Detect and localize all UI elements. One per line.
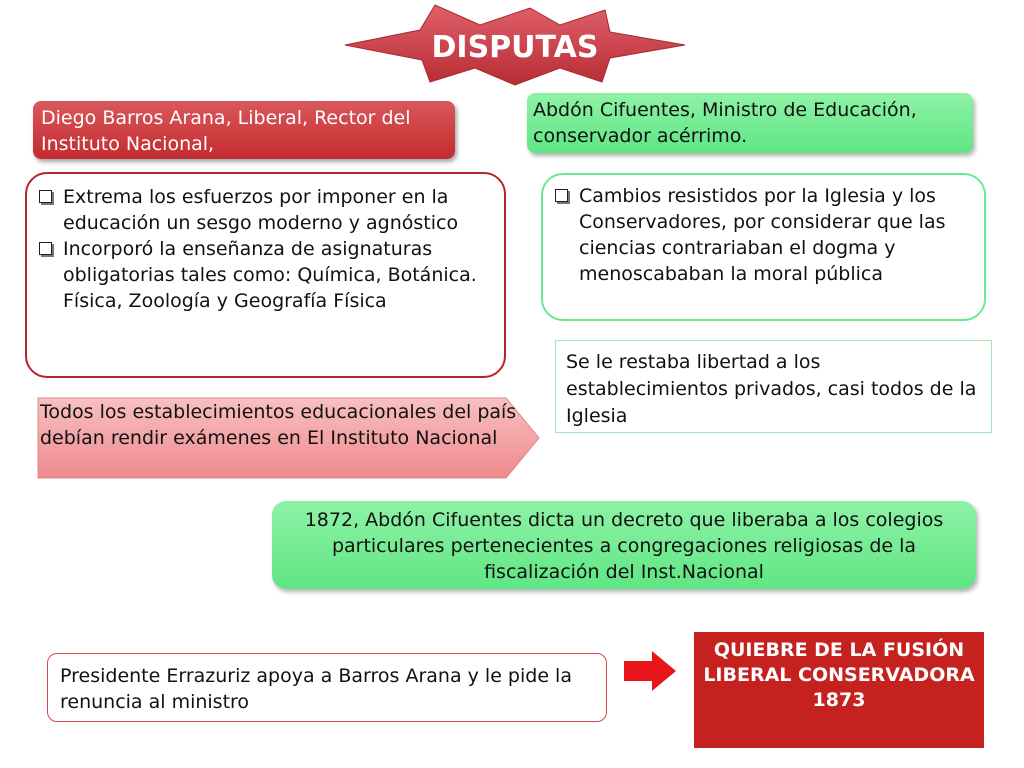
title-banner xyxy=(340,0,690,90)
outcome-text: QUIEBRE DE LA FUSIÓN LIBERAL CONSERVADORA 1873 xyxy=(703,639,975,711)
private-schools-text: Se le restaba libertad a los establecimientos privados, casi todos de la Iglesia xyxy=(566,351,977,427)
checkbox-bullet-icon xyxy=(555,189,568,202)
private-schools-box xyxy=(555,340,992,433)
exams-text: Todos los establecimientos educacionales del país debían rendir exámenes en El Instituto Nacional xyxy=(40,401,517,449)
checkbox-bullet-icon xyxy=(39,190,52,203)
president-text: Presidente Errazuriz apoya a Barros Arana y le pide la renuncia al ministro xyxy=(60,665,572,713)
right-arrow-icon xyxy=(624,651,676,691)
conservative-points-box xyxy=(541,173,986,321)
liberal-points-box xyxy=(25,172,506,378)
title-text: DISPUTAS xyxy=(431,30,599,65)
outcome-box xyxy=(694,632,984,748)
checkbox-bullet-icon xyxy=(39,242,52,255)
conservative-point: Cambios resistidos por la Iglesia y los Conservadores, por considerar que las ciencias contrariaban el dogma y menoscababan la moral pública xyxy=(551,183,974,287)
conservative-header-text: Abdón Cifuentes, Ministro de Educación, conservador acérrimo. xyxy=(533,99,917,147)
president-box xyxy=(47,653,607,722)
liberal-header-text: Diego Barros Arana, Liberal, Rector del Instituto Nacional, xyxy=(41,107,411,155)
conservative-header-box xyxy=(527,93,973,153)
liberal-point: Extrema los esfuerzos por imponer en la educación un sesgo moderno y agnóstico xyxy=(35,184,494,236)
decree-box xyxy=(272,501,976,589)
decree-text: 1872, Abdón Cifuentes dicta un decreto que liberaba a los colegios particulares pertenecientes a congregaciones religiosas de la fiscalización del Inst.Nacional xyxy=(304,509,944,583)
liberal-point: Incorporó la enseñanza de asignaturas obligatorias tales como: Química, Botánica. Física, Zoología y Geografía Física xyxy=(35,236,494,314)
liberal-header-box xyxy=(33,101,455,159)
